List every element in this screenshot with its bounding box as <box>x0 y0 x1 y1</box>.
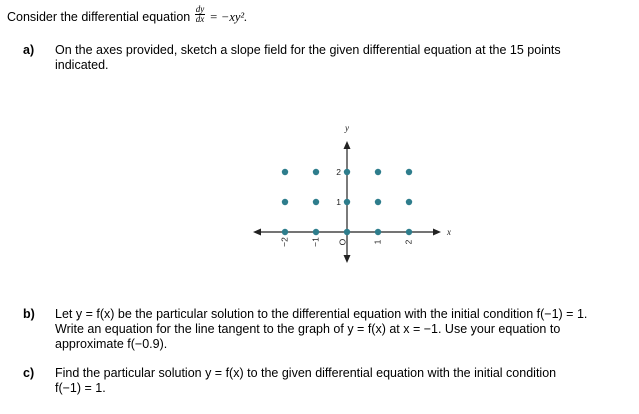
slope-field-point <box>406 229 412 235</box>
slope-field-point <box>375 199 381 205</box>
slope-field-point <box>313 169 319 175</box>
x-tick-label: 1 <box>372 239 383 245</box>
slope-field-point <box>282 199 288 205</box>
x-axis-right-arrow <box>433 229 441 236</box>
part-b-text <box>55 307 587 352</box>
part-c-line-2: f(−1) = 1. <box>55 381 106 395</box>
part-b-label: b) <box>23 307 35 321</box>
part-c-line-1: Find the particular solution y = f(x) to the given differential equation with the initial condition <box>55 366 557 380</box>
slope-field-point <box>344 169 350 175</box>
slope-field-point <box>406 199 412 205</box>
labels-group <box>279 123 451 247</box>
x-axis-label: x <box>447 227 451 237</box>
slope-field-point <box>344 199 350 205</box>
part-b-line-3: approximate f(−0.9). <box>55 337 168 351</box>
x-tick-label: O <box>337 238 348 246</box>
x-tick-label: 2 <box>403 239 414 245</box>
part-c-text <box>55 366 556 396</box>
y-axis-down-arrow <box>344 255 351 263</box>
fraction-numerator: dy <box>195 4 205 14</box>
y-axis-label: y <box>345 123 349 133</box>
y-tick-label: 2 <box>336 167 341 177</box>
x-axis-left-arrow <box>253 229 261 236</box>
part-b-line-1: Let y = f(x) be the particular solution to the differential equation with the initial condition f(−1) = 1. <box>55 307 588 321</box>
fraction-denominator: dx <box>195 14 205 24</box>
part-a-line-1: On the axes provided, sketch a slope field for the given differential equation at the 15 points <box>55 43 561 57</box>
slope-field-point <box>375 229 381 235</box>
slope-field-point <box>375 169 381 175</box>
slope-field-point <box>282 229 288 235</box>
part-b-line-2: Write an equation for the line tangent to the graph of y = f(x) at x = −1. Use your equation to <box>55 322 561 336</box>
part-a-line-2: indicated. <box>55 58 109 72</box>
part-a-label: a) <box>23 43 35 57</box>
slope-field-point <box>344 229 350 235</box>
x-tick-label: −1 <box>310 237 321 247</box>
slope-field-point <box>313 199 319 205</box>
slope-field-point <box>282 169 288 175</box>
y-axis-up-arrow <box>344 141 351 149</box>
part-c-label: c) <box>23 366 35 380</box>
intro-text: Consider the differential equation <box>7 9 191 24</box>
slope-field-point <box>313 229 319 235</box>
slope-field-point <box>406 169 412 175</box>
x-tick-label: −2 <box>279 237 290 247</box>
equation-rhs: = −xy². <box>206 9 248 24</box>
y-tick-label: 1 <box>336 197 341 207</box>
